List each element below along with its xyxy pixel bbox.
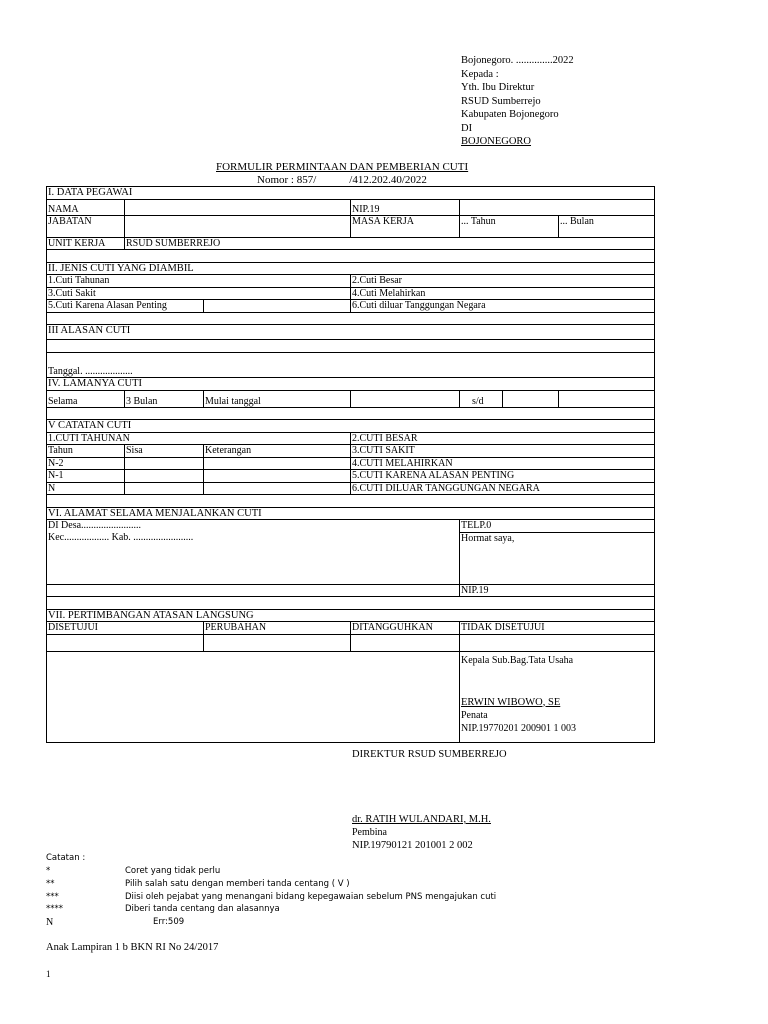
director-name: dr. RATIH WULANDARI, M.H. bbox=[352, 814, 491, 825]
supervisor-signature bbox=[460, 651, 655, 742]
section-2-header: II. JENIS CUTI YANG DIAMBIL bbox=[47, 262, 655, 275]
opt-disetujui-box[interactable] bbox=[47, 634, 204, 651]
nip-label: NIP.19 bbox=[351, 199, 460, 215]
note-cuti-melahirkan[interactable]: 4.CUTI MELAHIRKAN bbox=[351, 457, 655, 470]
note-4-mark: **** bbox=[46, 904, 63, 914]
nama-label: NAMA bbox=[47, 199, 125, 215]
col-tahun: Tahun bbox=[47, 445, 125, 458]
unit-kerja-value: RSUD SUMBERREJO bbox=[125, 237, 655, 250]
opt-perubahan[interactable]: PERUBAHAN bbox=[204, 622, 351, 635]
leave-type-2[interactable]: 2.Cuti Besar bbox=[351, 275, 655, 288]
director-rank: Pembina bbox=[352, 827, 387, 838]
section-6-header: VI. ALAMAT SELAMA MENJALANKAN CUTI bbox=[47, 507, 655, 520]
sd-label: s/d bbox=[460, 390, 503, 407]
note-1-text: Coret yang tidak perlu bbox=[125, 866, 221, 876]
row-n2: N-2 bbox=[47, 457, 125, 470]
city-date: Bojonegoro. ..............2022 bbox=[461, 55, 574, 66]
note-cuti-sakit[interactable]: 3.CUTI SAKIT bbox=[351, 445, 655, 458]
jabatan-label: JABATAN bbox=[47, 215, 125, 237]
jabatan-field[interactable] bbox=[125, 215, 351, 237]
attachment-reference: Anak Lampiran 1 b BKN RI No 24/2017 bbox=[46, 942, 219, 953]
leave-type-4[interactable]: 4.Cuti Melahirkan bbox=[351, 287, 655, 300]
opt-ditangguhkan-box[interactable] bbox=[351, 634, 460, 651]
leave-type-3[interactable]: 3.Cuti Sakit bbox=[47, 287, 351, 300]
supervisor-name: ERWIN WIBOWO, SE bbox=[461, 696, 561, 708]
row-n2-ket[interactable] bbox=[204, 457, 351, 470]
masa-kerja-tahun[interactable]: ... Tahun bbox=[460, 215, 559, 237]
start-date-field[interactable] bbox=[351, 390, 460, 407]
selama-label: Selama bbox=[47, 390, 125, 407]
spacer bbox=[47, 597, 655, 610]
col-sisa: Sisa bbox=[125, 445, 204, 458]
addressee-hospital: RSUD Sumberrejo bbox=[461, 95, 541, 107]
reason-field[interactable] bbox=[47, 340, 655, 353]
form-title: FORMULIR PERMINTAAN DAN PEMBERIAN CUTI bbox=[216, 161, 469, 173]
page-number: 1 bbox=[46, 969, 51, 979]
note-2-text: Pilih salah satu dengan memberi tanda centang ( V ) bbox=[125, 879, 350, 889]
opt-tidak-box[interactable] bbox=[460, 634, 655, 651]
spacer bbox=[47, 250, 655, 263]
director-nip: NIP.19790121 201001 2 002 bbox=[352, 840, 473, 851]
note-4-text: Diberi tanda centang dan alasannya bbox=[125, 904, 280, 914]
note-cuti-alasan-penting[interactable]: 5.CUTI KARENA ALASAN PENTING bbox=[351, 470, 655, 483]
leave-type-5[interactable]: 5.Cuti Karena Alasan Penting bbox=[47, 300, 204, 313]
col-keterangan: Keterangan bbox=[204, 445, 351, 458]
desa-field[interactable]: DI Desa........................ bbox=[47, 520, 460, 533]
addressee-regency: Kabupaten Bojonegoro bbox=[461, 109, 559, 120]
supervisor-title: Kepala Sub.Bag.Tata Usaha bbox=[461, 654, 574, 666]
section-1-header: I. DATA PEGAWAI bbox=[47, 187, 655, 200]
addressee-city: BOJONEGORO bbox=[461, 136, 532, 147]
note-3-text: Diisi oleh pejabat yang menangani bidang kepegawaian sebelum PNS mengajukan cuti bbox=[125, 892, 497, 902]
leave-type-1[interactable]: 1.Cuti Tahunan bbox=[47, 275, 351, 288]
opt-perubahan-box[interactable] bbox=[204, 634, 351, 651]
leave-form-table bbox=[46, 186, 655, 743]
leave-type-5-check[interactable] bbox=[204, 300, 351, 313]
addressee-di: DI bbox=[461, 122, 473, 134]
director-title: DIREKTUR RSUD SUMBERREJO bbox=[352, 749, 507, 760]
opt-tidak-disetujui[interactable]: TIDAK DISETUJUI bbox=[460, 622, 655, 635]
row-n: N bbox=[47, 482, 125, 495]
telp-field[interactable]: TELP.0 bbox=[460, 520, 655, 533]
row-n2-sisa[interactable] bbox=[125, 457, 204, 470]
duration-value[interactable]: 3 Bulan bbox=[125, 390, 204, 407]
address-blank bbox=[47, 584, 460, 597]
unit-kerja-label: UNIT KERJA bbox=[47, 237, 125, 250]
notes-heading: Catatan : bbox=[46, 853, 86, 863]
consideration-notes[interactable] bbox=[47, 651, 460, 742]
note-1-mark: * bbox=[46, 866, 51, 876]
row-n-ket[interactable] bbox=[204, 482, 351, 495]
note-3-mark: *** bbox=[46, 892, 59, 902]
masa-kerja-bulan[interactable]: ... Bulan bbox=[559, 215, 655, 237]
addressee-title: Yth. Ibu Direktur bbox=[461, 82, 535, 93]
note-2-mark: ** bbox=[46, 879, 55, 889]
supervisor-nip: NIP.19770201 200901 1 003 bbox=[461, 722, 577, 734]
address-block bbox=[461, 54, 574, 149]
note-cuti-tahunan: 1.CUTI TAHUNAN bbox=[47, 432, 351, 445]
nama-field[interactable] bbox=[125, 199, 351, 215]
end-date-extra[interactable] bbox=[559, 390, 655, 407]
section-5-header: V CATATAN CUTI bbox=[47, 420, 655, 433]
hormat-saya: Hormat saya, bbox=[460, 532, 655, 584]
opt-disetujui[interactable]: DISETUJUI bbox=[47, 622, 204, 635]
section-7-header: VII. PERTIMBANGAN ATASAN LANGSUNG bbox=[47, 609, 655, 622]
note-5-mark: N bbox=[46, 917, 54, 928]
note-cuti-besar[interactable]: 2.CUTI BESAR bbox=[351, 432, 655, 445]
section-3-header: III ALASAN CUTI bbox=[47, 325, 655, 340]
opt-ditangguhkan[interactable]: DITANGGUHKAN bbox=[351, 622, 460, 635]
row-n1-sisa[interactable] bbox=[125, 470, 204, 483]
spacer bbox=[47, 495, 655, 508]
section-4-header: IV. LAMANYA CUTI bbox=[47, 378, 655, 391]
note-cuti-diluar[interactable]: 6.CUTI DILUAR TANGGUNGAN NEGARA bbox=[351, 482, 655, 495]
masa-kerja-label: MASA KERJA bbox=[351, 215, 460, 237]
nip-field[interactable] bbox=[460, 199, 655, 215]
kec-kab-field[interactable]: Kec.................. Kab. ........................ bbox=[47, 532, 460, 584]
tanggal-field[interactable]: Tanggal. ................... bbox=[47, 353, 655, 378]
row-n-sisa[interactable] bbox=[125, 482, 204, 495]
supervisor-rank: Penata bbox=[461, 709, 488, 721]
note-5-text: Err:509 bbox=[153, 917, 185, 927]
kepada-label: Kepada : bbox=[461, 68, 499, 80]
mulai-label: Mulai tanggal bbox=[204, 390, 351, 407]
applicant-nip[interactable]: NIP.19 bbox=[460, 584, 655, 597]
form-number: Nomor : 857/ /412.202.40/2022 bbox=[257, 174, 427, 186]
end-date-field[interactable] bbox=[503, 390, 559, 407]
leave-type-6[interactable]: 6.Cuti diluar Tanggungan Negara bbox=[351, 300, 655, 313]
row-n1: N-1 bbox=[47, 470, 125, 483]
spacer bbox=[47, 407, 655, 420]
row-n1-ket[interactable] bbox=[204, 470, 351, 483]
spacer bbox=[47, 312, 655, 325]
